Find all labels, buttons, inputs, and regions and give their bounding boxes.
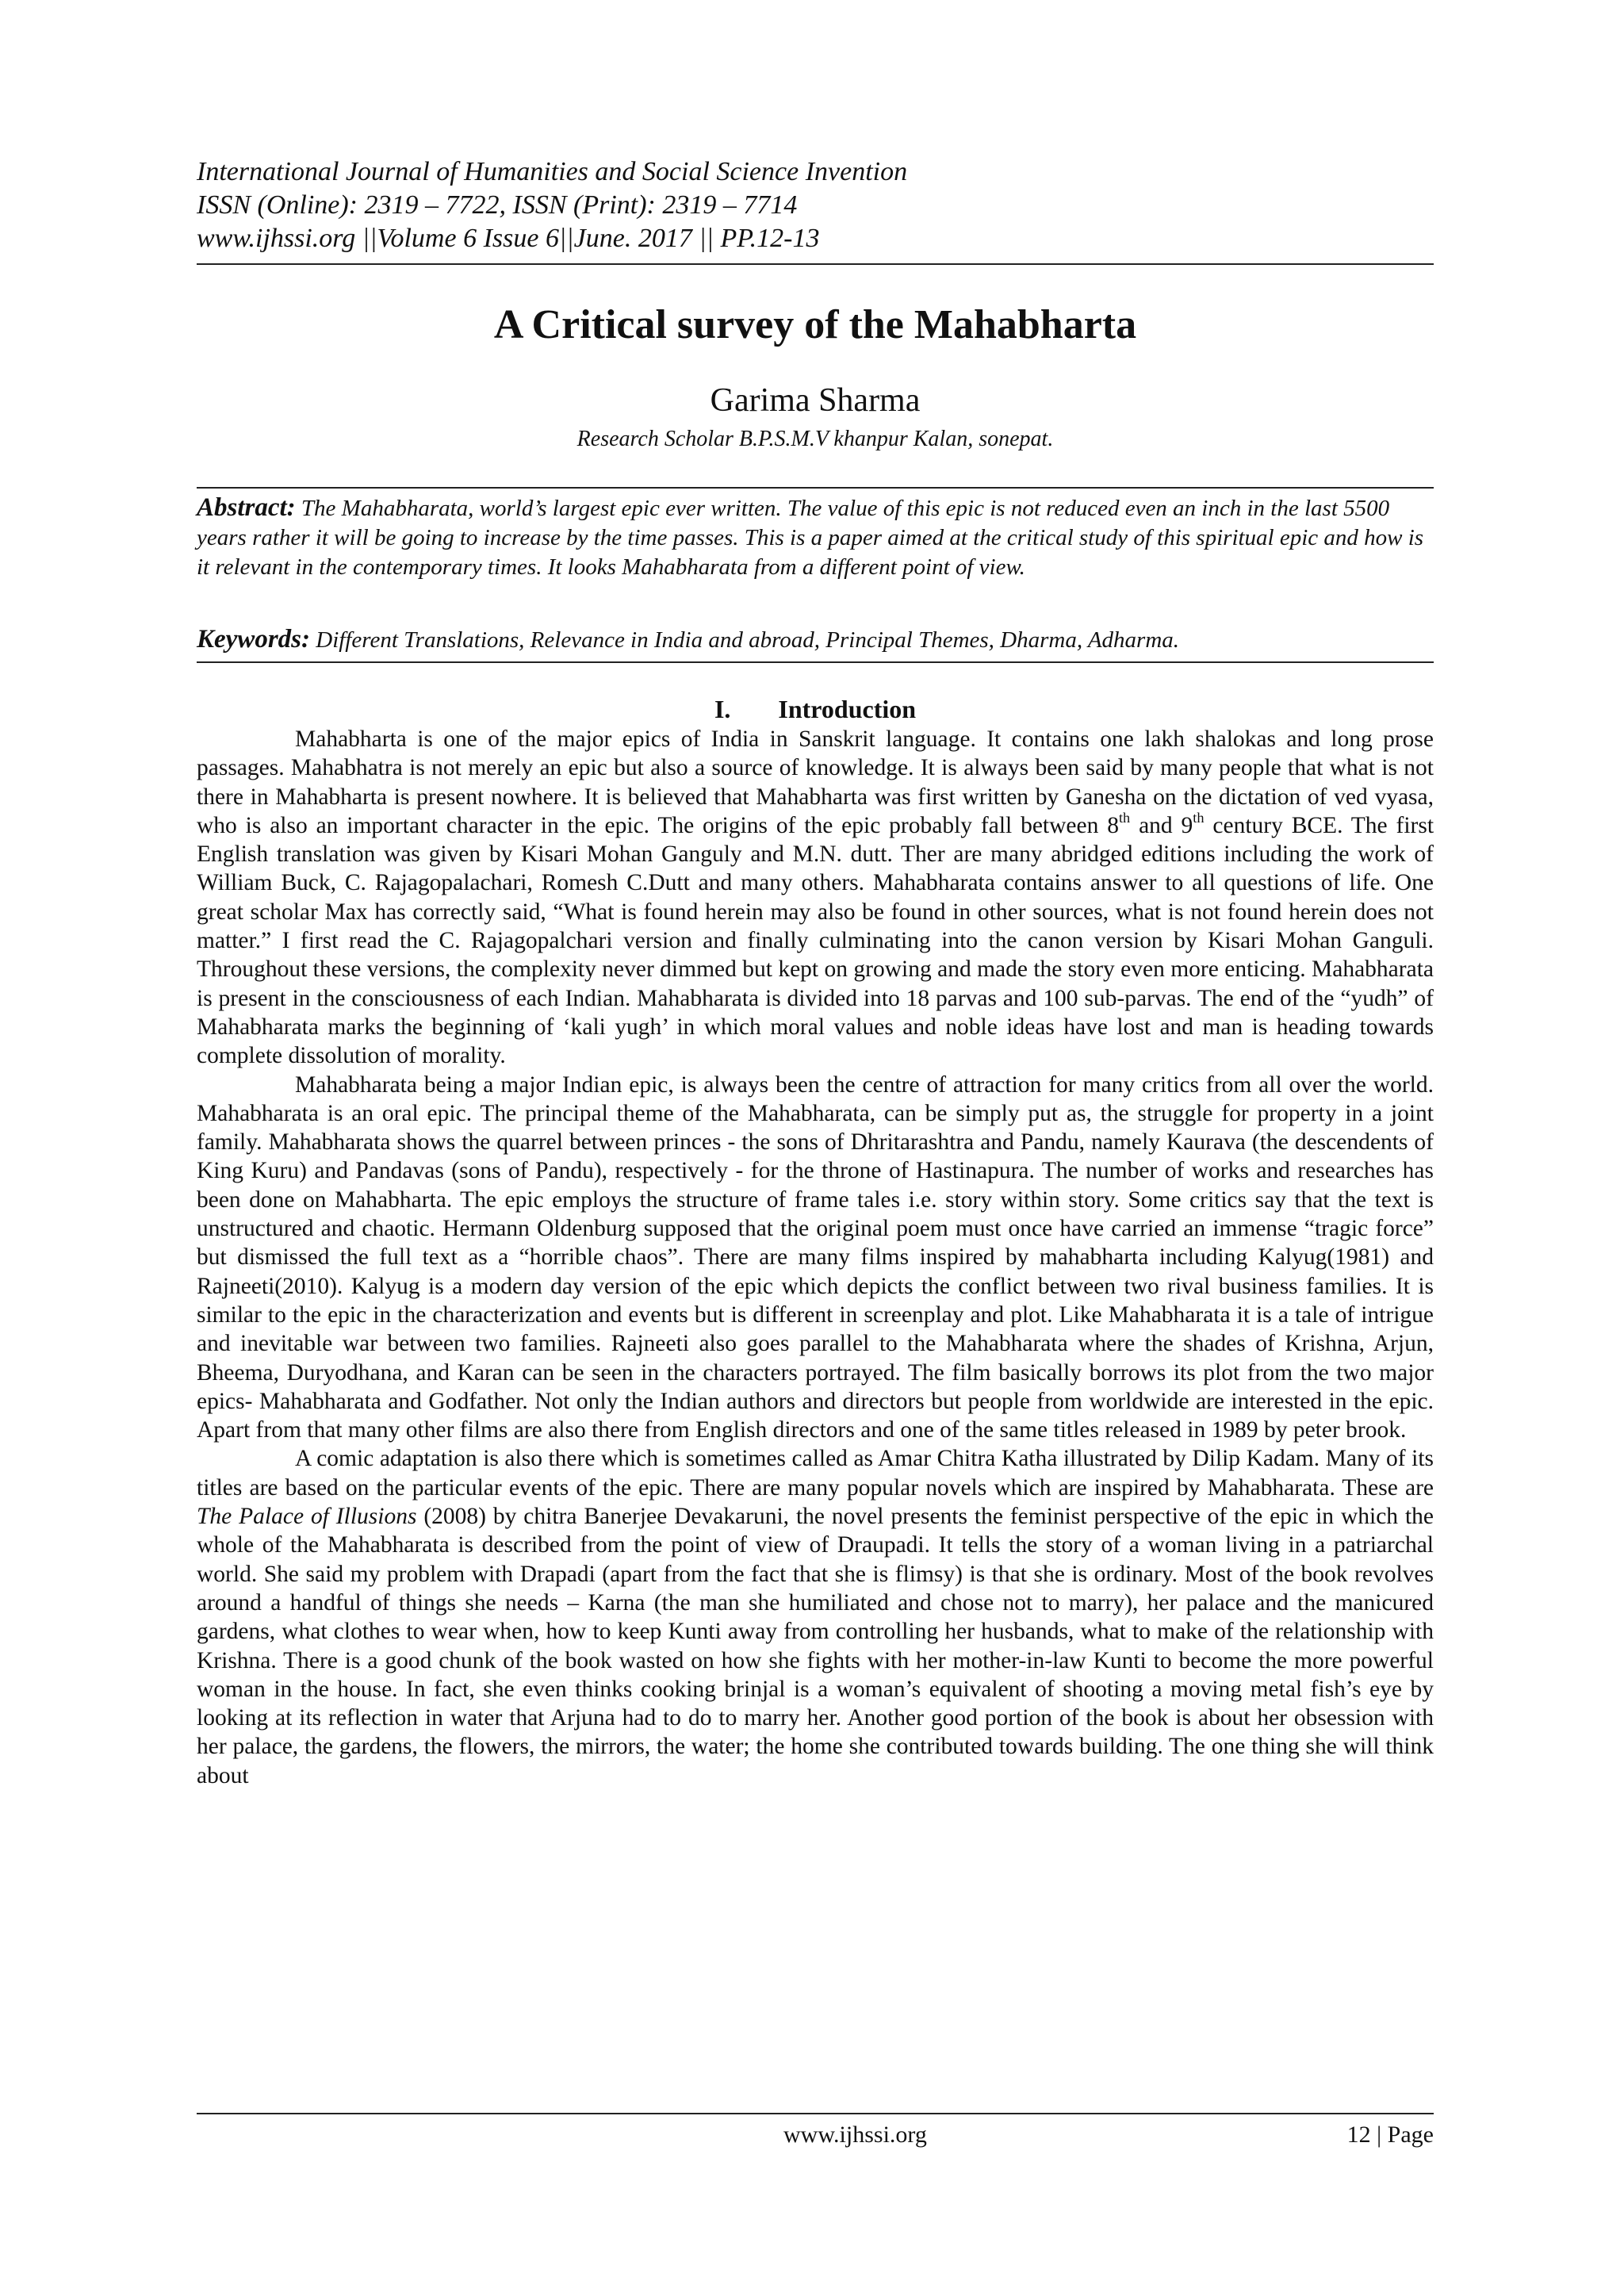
author-affiliation: Research Scholar B.P.S.M.V khanpur Kalan, sonepat.	[576, 427, 1054, 451]
keywords-text: Different Translations, Relevance in India and abroad, Principal Themes, Dharma, Adharma.	[310, 627, 1180, 653]
section-title: Introduction	[778, 695, 917, 723]
journal-issn: ISSN (Online): 2319 – 7722, ISSN (Print): 2319 – 7714	[197, 190, 798, 220]
body-text	[197, 725, 1434, 1790]
section-number: I.	[714, 695, 731, 723]
paragraph-3	[197, 1444, 1434, 1790]
superscript-th-2: th	[1193, 810, 1205, 826]
keywords-label: Keywords:	[197, 625, 310, 654]
paper-title: A Critical survey of the Mahabharta	[493, 302, 1137, 347]
abstract-label: Abstract:	[197, 493, 296, 522]
journal-header	[197, 155, 1434, 255]
paragraph-1	[197, 725, 1434, 1071]
book-title: The Palace of Illusions	[197, 1504, 417, 1530]
footer-website: www.ijhssi.org	[783, 2122, 927, 2148]
abstract	[197, 493, 1434, 582]
keywords	[197, 625, 1434, 655]
paragraph-3-text-a: A comic adaptation is also there which is sometimes called as Amar Chitra Katha illustrated by Dilip Kadam. Many of its titles are based on the particular events of the epic. There are many popular novels which are inspired by Mahabharata. These are	[197, 1446, 1434, 1501]
paragraph-2: Mahabharata being a major Indian epic, is always been the centre of attraction for many critics from all over the world. Mahabharata is an oral epic. The principal theme of the Mahabharata, can be simply put as, the struggle for property in a joint family. Mahabharata shows the quarrel between princes - the sons of Dhritarashtra and Pandu, namely Kaurava (the descendents of King Kuru) and Pandavas (sons of Pandu), respectively - for the throne of Hastinapura. The number of works and researches has been done on Mahabharta. The epic employs the structure of frame tales i.e. story within story. Some critics say that the text is unstructured and chaotic. Hermann Oldenburg supposed that the original poem must once have carried an immense “tragic force” but dismissed the full text as a “horrible chaos”. There are many films inspired by mahabharta including Kalyug(1981) and Rajneeti(2010). Kalyug is a modern day version of the epic which depicts the conflict between two rival business families. It is similar to the epic in the characterization and events but is different in screenplay and plot. Like Mahabharata it is a tale of intrigue and inevitable war between two families. Rajneeti also goes parallel to the Mahabharata where the shades of Krishna, Arjun, Bheema, Duryodhana, and Karan can be seen in the characters portrayed. The film basically borrows its plot from the two major epics- Mahabharata and Godfather. Not only the Indian authors and directors but people from worldwide are interested in the epic. Apart from that many other films are also there from English directors and one of the same titles released in 1989 by peter brook.	[197, 1071, 1434, 1443]
author-name: Garima Sharma	[710, 382, 921, 419]
superscript-th-1: th	[1118, 810, 1131, 826]
page-footer	[197, 2119, 1434, 2151]
journal-volume: www.ijhssi.org ||Volume 6 Issue 6||June. 2017 || PP.12-13	[197, 224, 820, 253]
footer-rule	[197, 2113, 1434, 2114]
footer-page-number: 12 | Page	[1346, 2122, 1434, 2148]
paragraph-1-text-b: and 9	[1130, 812, 1193, 838]
paragraph-1-text-c: century BCE. The first English translation was given by Kisari Mohan Ganguly and M.N. dutt. Ther are many abridged editions including the work of William Buck, C. Rajagopalachari, Romesh C.Dutt and many others. Mahabharata contains answer to all questions of life. One great scholar Max has correctly said, “What is found herein may also be found in other sources, what is not found herein does not matter.” I first read the C. Rajagopalchari version and finally culminating into the canon version by Kisari Mohan Ganguli. Throughout these versions, the complexity never dimmed but kept on growing and made the story even more enticing. Mahabharata is present in the consciousness of each Indian. Mahabharata is divided into 18 parvas and 100 sub-parvas. The end of the “yudh” of Mahabharata marks the beginning of ‘kali yugh’ in which moral values and noble ideas have lost and man is heading towards complete dissolution of morality.	[197, 812, 1434, 1069]
header-rule	[197, 263, 1434, 265]
abstract-text: The Mahabharata, world’s largest epic ever written. The value of this epic is not reduced even an inch in the last 5500 years rather it will be going to increase by the time passes. This is a paper aimed at the critical study of this spiritual epic and how is it relevant in the contemporary times. It looks Mahabharata from a different point of view.	[197, 496, 1424, 580]
journal-name: International Journal of Humanities and Social Science Invention	[197, 157, 908, 186]
abstract-bottom-rule	[197, 661, 1434, 663]
paragraph-1-text-a: Mahabharta is one of the major epics of India in Sanskrit language. It contains one lakh shalokas and long prose passages. Mahabhatra is not merely an epic but also a source of knowledge. It is always been said by many people that what is not there in Mahabharta is present nowhere. It is believed that Mahabharta was first written by Ganesha on the dictation of ved vyasa, who is also an important character in the epic. The origins of the epic probably fall between 8	[197, 726, 1434, 838]
paragraph-3-text-b: (2008) by chitra Banerjee Devakaruni, the novel presents the feminist perspective of the epic in which the whole of the Mahabharata is described from the point of view of Draupadi. It tells the story of a woman living in a patriarchal world. She said my problem with Drapadi (apart from the fact that she is flimsy) is that she is ordinary. Most of the book revolves around a handful of things she needs – Karna (the man she humiliated and chose not to marry), her palace and the manicured gardens, what clothes to wear when, how to keep Kunti away from controlling her husbands, what to make of the relationship with Krishna. There is a good chunk of the book wasted on how she fights with her mother-in-law Kunti to become the more powerful woman in the house. In fact, she even thinks cooking brinjal is a woman’s equivalent of shooting a moving metal fish’s eye by looking at its reflection in water that Arjuna had to do to marry her. Another good portion of the book is about her obsession with her palace, the gardens, the flowers, the mirrors, the water; the home she contributed towards building. The one thing she will think about	[197, 1504, 1434, 1788]
section-heading	[197, 693, 1434, 725]
abstract-top-rule	[197, 487, 1434, 489]
